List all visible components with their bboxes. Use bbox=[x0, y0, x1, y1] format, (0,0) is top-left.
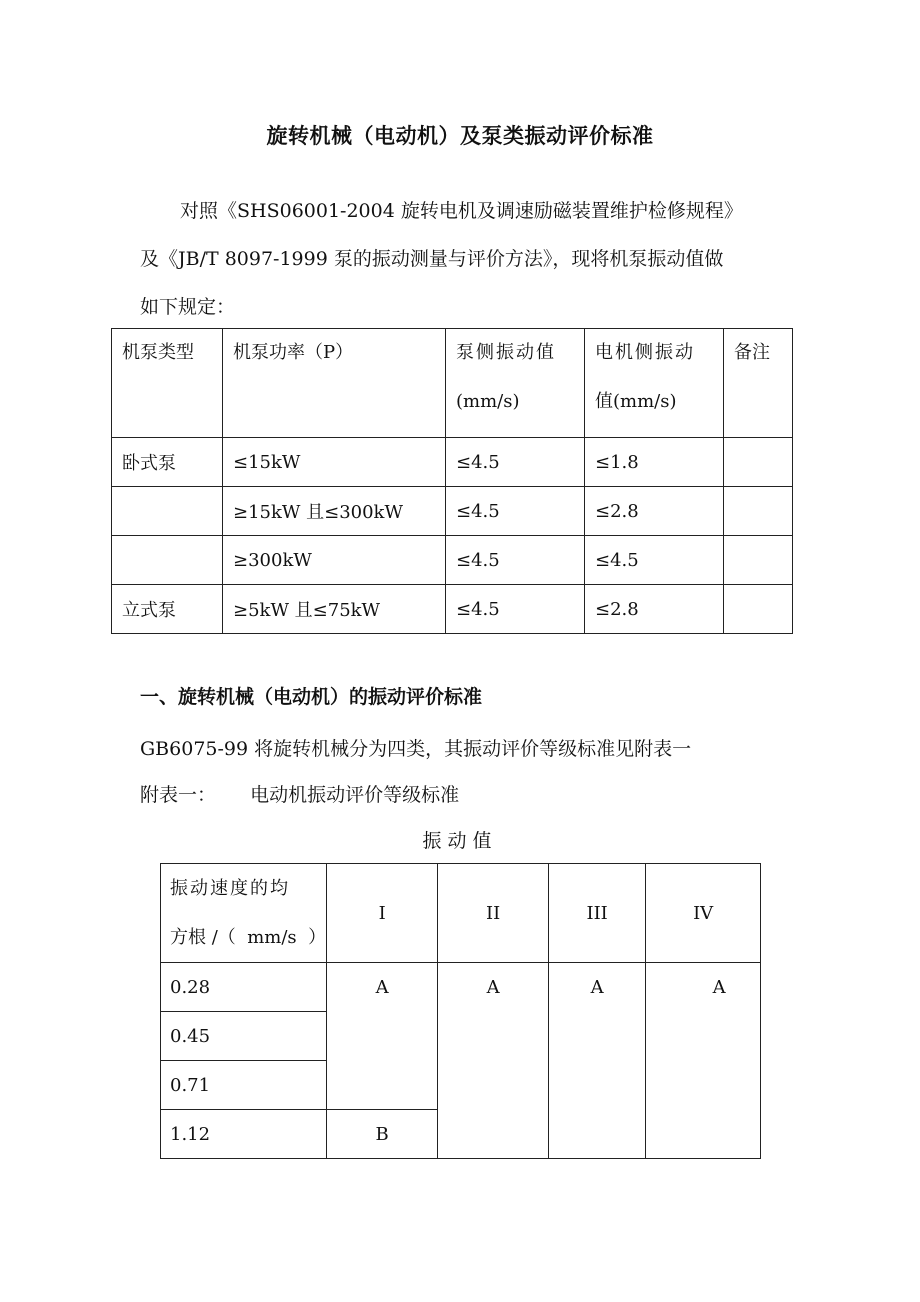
cell-type bbox=[112, 536, 223, 585]
cell-remark bbox=[724, 487, 793, 536]
cell-power: ≥300kW bbox=[223, 536, 446, 585]
cell-power: ≥15kW 且≤300kW bbox=[223, 487, 446, 536]
class-header-3: III bbox=[549, 864, 646, 963]
header-pump-power: 机泵功率（P） bbox=[223, 329, 446, 438]
vibration-caption: 振动值 bbox=[422, 830, 498, 852]
grade-header-row bbox=[161, 864, 761, 963]
document-title: 旋转机械（电动机）及泵类振动评价标准 bbox=[266, 124, 654, 148]
rms-velocity-header bbox=[161, 864, 327, 963]
rms-header-line2: 方根 /（ mm/s ） bbox=[170, 927, 327, 948]
table-row bbox=[112, 585, 793, 634]
header-motor-side-line1: 电机侧振动 bbox=[595, 342, 695, 363]
cell-pump: ≤4.5 bbox=[446, 487, 585, 536]
header-pump-side bbox=[446, 329, 585, 438]
class-header-4: IV bbox=[646, 864, 761, 963]
grade-class1-b: B bbox=[327, 1110, 438, 1159]
velocity-value: 0.71 bbox=[161, 1061, 327, 1110]
cell-pump: ≤4.5 bbox=[446, 438, 585, 487]
header-motor-side bbox=[585, 329, 724, 438]
grade-class2-a: A bbox=[438, 963, 549, 1159]
table-header-row bbox=[112, 329, 793, 438]
grade-class3-a: A bbox=[549, 963, 646, 1159]
cell-type: 立式泵 bbox=[112, 585, 223, 634]
table-title: 电动机振动评价等级标准 bbox=[250, 784, 460, 806]
header-remark: 备注 bbox=[724, 329, 793, 438]
table-label: 附表一： bbox=[140, 784, 217, 806]
header-pump-type: 机泵类型 bbox=[112, 329, 223, 438]
cell-pump: ≤4.5 bbox=[446, 585, 585, 634]
cell-pump: ≤4.5 bbox=[446, 536, 585, 585]
header-pump-side-line1: 泵侧振动值 bbox=[456, 342, 556, 363]
class-header-1: I bbox=[327, 864, 438, 963]
cell-power: ≤15kW bbox=[223, 438, 446, 487]
grade-class1-a: A bbox=[327, 963, 438, 1110]
cell-type: 卧式泵 bbox=[112, 438, 223, 487]
intro-line-3: 如下规定： bbox=[140, 296, 236, 318]
table-row bbox=[112, 536, 793, 585]
pump-vibration-table bbox=[111, 328, 793, 634]
table-row bbox=[112, 487, 793, 536]
section-heading: 一、旋转机械（电动机）的振动评价标准 bbox=[140, 686, 483, 708]
rms-header-line1: 振动速度的均 bbox=[170, 878, 290, 899]
intro-line-2: 及《JB/T 8097-1999 泵的振动测量与评价方法》，现将机泵振动值做 bbox=[140, 248, 724, 270]
velocity-value: 0.28 bbox=[161, 963, 327, 1012]
cell-motor: ≤2.8 bbox=[585, 585, 724, 634]
motor-grade-table bbox=[160, 863, 761, 1159]
header-motor-side-line2: 值(mm/s) bbox=[595, 391, 677, 412]
cell-motor: ≤2.8 bbox=[585, 487, 724, 536]
table-row bbox=[161, 963, 761, 1012]
cell-type bbox=[112, 487, 223, 536]
cell-motor: ≤1.8 bbox=[585, 438, 724, 487]
header-pump-side-line2: (mm/s) bbox=[456, 391, 520, 412]
velocity-value: 0.45 bbox=[161, 1012, 327, 1061]
class-header-2: II bbox=[438, 864, 549, 963]
table-row bbox=[112, 438, 793, 487]
cell-remark bbox=[724, 536, 793, 585]
cell-motor: ≤4.5 bbox=[585, 536, 724, 585]
velocity-value: 1.12 bbox=[161, 1110, 327, 1159]
cell-remark bbox=[724, 585, 793, 634]
intro-line-1: 对照《SHS06001-2004 旋转电机及调速励磁装置维护检修规程》 bbox=[180, 200, 743, 222]
cell-remark bbox=[724, 438, 793, 487]
section-text: GB6075-99 将旋转机械分为四类，其振动评价等级标准见附表一 bbox=[140, 738, 692, 760]
cell-power: ≥5kW 且≤75kW bbox=[223, 585, 446, 634]
table-label-line bbox=[140, 780, 459, 807]
grade-class4-a: A bbox=[646, 963, 761, 1159]
